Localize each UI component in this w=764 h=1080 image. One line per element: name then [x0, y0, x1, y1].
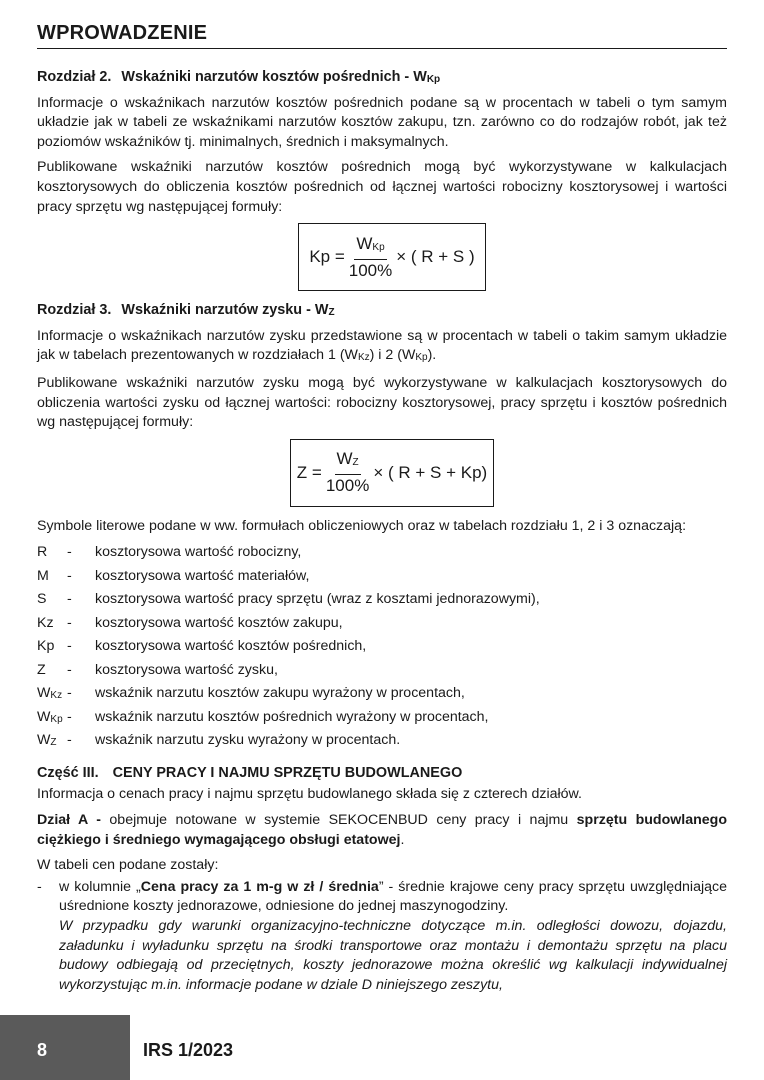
- symbol-key: Kz: [37, 614, 54, 631]
- list-item: [37, 542, 727, 566]
- part3-paragraph-3: W tabeli cen podane zostały:: [37, 857, 219, 874]
- dzial-a-end: .: [400, 831, 405, 848]
- symbol-description: wskaźnik narzutu zysku wyrażony w procentach.: [95, 732, 401, 749]
- page-header: WPROWADZENIE: [37, 22, 727, 49]
- formula-z-denominator: 100%: [325, 476, 370, 496]
- chapter3-p1-c: ).: [427, 347, 437, 364]
- formula-kp-denominator: 100%: [348, 260, 393, 280]
- formula-kp-fraction: [349, 233, 392, 282]
- formula-kp: [57, 223, 727, 291]
- part3-heading-title: CENY PRACY I NAJMU SPRZĘTU BUDOWLANEGO: [112, 764, 463, 781]
- part3-heading: [37, 764, 727, 784]
- part3-heading-number: Część III.: [37, 764, 99, 781]
- symbol-key: WZ: [37, 732, 57, 749]
- symbol-description: kosztorysowa wartość pracy sprzętu (wraz z kosztami jednorazowymi),: [95, 591, 540, 608]
- formula-kp-rhs: × ( R + S ): [396, 247, 475, 267]
- chapter3-number: Rozdział 3.: [37, 302, 112, 319]
- footer-page-box: [0, 1015, 130, 1080]
- chapter2-heading: [37, 68, 727, 90]
- list-item: [37, 636, 727, 660]
- list-item: [37, 707, 727, 731]
- list-item: [37, 613, 727, 637]
- part3-dzial-a: [37, 811, 727, 850]
- chapter2-number: Rozdział 2.: [37, 69, 112, 85]
- footer-title: IRS 1/2023: [143, 1040, 234, 1060]
- chapter3-paragraph-2: Publikowane wskaźniki narzutów zysku mogą być wykorzystywane w kalkulacjach kosztorysowych do obliczenia wartości zysku od łącznej wartości: robocizny kosztorysowej, pracy sprzętu i kosztów pośrednich wg następującej formuły:: [37, 374, 727, 431]
- symbol-dash: -: [67, 708, 72, 725]
- chapter3-title: Wskaźniki narzutów zysku - W: [121, 302, 329, 319]
- bullet-text-b: ” - średnie krajowe ceny pracy sprzętu uwzględniające uśrednione koszty jednorazowe, odniesione do jednej maszynogodziny.: [59, 878, 727, 915]
- dzial-a-bold: sprzętu budowlanego ciężkiego i średniego wymagającego obsługi etatowej: [37, 812, 727, 848]
- symbol-dash: -: [67, 544, 72, 561]
- symbol-key: Kp: [37, 638, 55, 655]
- bullet-text: [59, 878, 727, 996]
- list-item: [37, 683, 727, 707]
- formula-kp-lhs: Kp =: [309, 247, 345, 267]
- chapter2-paragraph-1: Informacje o wskaźnikach narzutów kosztów pośrednich podane są w procentach w tabeli o tym samym układzie jak w tabeli ze wskaźnikami narzutów kosztów zakupu, tzn. zarówno co do rodzajów robót, jak też poziomów wskaźników tj. minimalnych, średnich i maksymalnych.: [37, 94, 727, 150]
- bullet-text-bold: Cena pracy za 1 m-g w zł / średnia: [140, 878, 379, 895]
- list-item: [37, 878, 727, 996]
- part3-paragraph-1: Informacja o cenach pracy i najmu sprzętu budowlanego składa się z czterech działów.: [37, 786, 582, 803]
- list-item: [37, 730, 727, 754]
- symbol-key: WKp: [37, 708, 63, 725]
- symbol-dash: -: [67, 638, 72, 655]
- symbol-description: kosztorysowa wartość materiałów,: [95, 567, 310, 584]
- symbol-key: WKz: [37, 685, 63, 702]
- formula-kp-numerator-sub: Kp: [372, 241, 385, 253]
- formula-z-box: [290, 439, 494, 507]
- symbol-dash: -: [67, 614, 72, 631]
- symbol-dash: -: [67, 685, 72, 702]
- symbols-intro: Symbole literowe podane w ww. formułach obliczeniowych oraz w tabelach rozdziału 1, 2 i 3 oznaczają:: [37, 517, 687, 534]
- symbol-dash: -: [67, 661, 72, 678]
- symbol-key: M: [37, 567, 49, 584]
- symbol-description: kosztorysowa wartość robocizny,: [95, 544, 302, 561]
- formula-kp-box: [298, 223, 486, 291]
- chapter3-p1-b: ) i 2 (W: [369, 347, 416, 364]
- symbol-description: kosztorysowa wartość kosztów zakupu,: [95, 614, 343, 631]
- symbol-key: Z: [37, 661, 46, 678]
- list-item: [37, 589, 727, 613]
- list-item: [37, 660, 727, 684]
- formula-kp-numerator: W: [356, 233, 373, 253]
- symbol-description: wskaźnik narzutu kosztów zakupu wyrażony w procentach,: [95, 685, 465, 702]
- bullet-text-a: w kolumnie „: [59, 878, 141, 895]
- bullet-italic-note: W przypadku gdy warunki organizacyjno-techniczne dotyczące m.in. odległości dowozu, dojazdu, załadunku i wyładunku sprzętu na środki transportowe oraz montażu i demontażu sprzętu na placu budowy odbiegają od przeciętnych, koszty jednorazowe można określić wg kalkulacji indywidualnej wykorzystując m.in. informacje podane w dziale D niniejszego zeszytu,: [59, 917, 727, 993]
- formula-z-numerator-sub: Z: [352, 457, 359, 469]
- chapter3-title-sub: Z: [328, 307, 335, 319]
- bullet-dash: -: [37, 878, 42, 895]
- formula-z-rhs: × ( R + S + Kp): [373, 462, 488, 482]
- chapter3-p1-sub1: Kz: [357, 352, 370, 364]
- chapter2-title: Wskaźniki narzutów kosztów pośrednich - W: [121, 69, 427, 85]
- content: [37, 68, 727, 995]
- chapter3-paragraph-1: [37, 327, 727, 368]
- symbol-key: S: [37, 591, 47, 608]
- chapter2-paragraph-2: Publikowane wskaźniki narzutów kosztów pośrednich mogą być wykorzystywane w kalkulacjach kosztorysowych do obliczenia kosztów pośrednich od łącznej wartości robocizny kosztorysowej i wartości pracy sprzętu wg następującej formuły:: [37, 159, 727, 215]
- symbol-description: kosztorysowa wartość zysku,: [95, 661, 278, 678]
- formula-z-fraction: [326, 448, 369, 497]
- chapter3-heading: [37, 301, 727, 323]
- formula-z: [57, 439, 727, 507]
- list-item: [37, 566, 727, 590]
- chapter3-p1-sub2: Kp: [415, 352, 428, 364]
- formula-z-lhs: Z =: [296, 462, 322, 482]
- symbol-description: kosztorysowa wartość kosztów pośrednich,: [95, 638, 367, 655]
- symbol-key: R: [37, 544, 48, 561]
- footer-page-number: 8: [37, 1040, 48, 1060]
- chapter2-title-sub: Kp: [426, 74, 441, 85]
- symbol-description: wskaźnik narzutu kosztów pośrednich wyrażony w procentach,: [95, 708, 489, 725]
- dzial-a-text: obejmuje notowane w systemie SEKOCENBUD ceny pracy i najmu: [100, 812, 577, 828]
- dzial-a-label: Dział A -: [37, 812, 101, 828]
- symbol-dash: -: [67, 567, 72, 584]
- formula-z-numerator: W: [336, 449, 353, 469]
- chapter3-p1-a: Informacje o wskaźnikach narzutów zysku przedstawione są w procentach w tabeli o takim samym układzie jak w tabelach prezentowanych w rozdziałach 1 (W: [37, 327, 727, 364]
- symbol-dash: -: [67, 591, 72, 608]
- symbol-dash: -: [67, 732, 72, 749]
- symbols-list: [37, 542, 727, 754]
